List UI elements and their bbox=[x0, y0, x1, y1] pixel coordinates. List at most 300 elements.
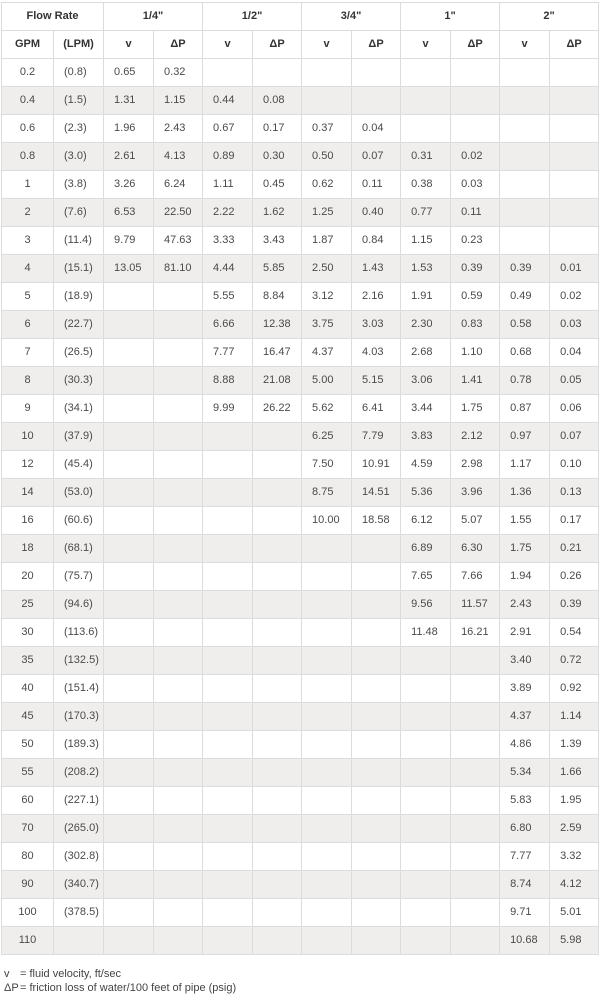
velocity-cell: 5.36 bbox=[401, 479, 451, 507]
pressure-drop-cell: 8.84 bbox=[253, 283, 302, 311]
table-row bbox=[2, 115, 599, 143]
velocity-cell bbox=[302, 815, 352, 843]
velocity-cell bbox=[500, 115, 550, 143]
velocity-cell: 0.67 bbox=[203, 115, 253, 143]
velocity-cell bbox=[401, 843, 451, 871]
velocity-cell: 6.89 bbox=[401, 535, 451, 563]
velocity-cell: 8.74 bbox=[500, 871, 550, 899]
pressure-drop-cell bbox=[154, 843, 203, 871]
pressure-drop-cell: 2.59 bbox=[550, 815, 599, 843]
gpm-cell: 5 bbox=[2, 283, 54, 311]
velocity-header: v bbox=[500, 31, 550, 59]
pressure-drop-header: ΔP bbox=[154, 31, 203, 59]
pressure-drop-cell: 0.11 bbox=[451, 199, 500, 227]
velocity-cell: 3.33 bbox=[203, 227, 253, 255]
table-row bbox=[2, 899, 599, 927]
velocity-cell: 8.75 bbox=[302, 479, 352, 507]
lpm-cell: (30.3) bbox=[54, 367, 104, 395]
velocity-cell bbox=[104, 927, 154, 955]
pressure-drop-cell: 2.43 bbox=[154, 115, 203, 143]
velocity-cell: 3.75 bbox=[302, 311, 352, 339]
legend bbox=[4, 967, 600, 995]
velocity-cell: 8.88 bbox=[203, 367, 253, 395]
lpm-cell: (265.0) bbox=[54, 815, 104, 843]
pressure-drop-cell: 0.54 bbox=[550, 619, 599, 647]
pressure-drop-cell: 1.95 bbox=[550, 787, 599, 815]
velocity-cell bbox=[302, 675, 352, 703]
pressure-drop-cell bbox=[352, 787, 401, 815]
velocity-cell bbox=[104, 563, 154, 591]
velocity-cell: 1.75 bbox=[500, 535, 550, 563]
table-row bbox=[2, 843, 599, 871]
velocity-cell: 0.31 bbox=[401, 143, 451, 171]
velocity-cell bbox=[401, 815, 451, 843]
pressure-drop-cell bbox=[253, 871, 302, 899]
velocity-cell: 2.61 bbox=[104, 143, 154, 171]
pressure-drop-cell bbox=[451, 703, 500, 731]
velocity-cell bbox=[302, 871, 352, 899]
table-row bbox=[2, 647, 599, 675]
table-row bbox=[2, 227, 599, 255]
legend-item-velocity bbox=[4, 967, 600, 981]
velocity-cell bbox=[302, 759, 352, 787]
pressure-drop-cell bbox=[154, 899, 203, 927]
pressure-drop-cell: 0.83 bbox=[451, 311, 500, 339]
pressure-drop-cell bbox=[253, 759, 302, 787]
pressure-drop-cell bbox=[154, 675, 203, 703]
lpm-cell bbox=[54, 927, 104, 955]
velocity-cell: 2.22 bbox=[203, 199, 253, 227]
pressure-drop-cell bbox=[451, 759, 500, 787]
velocity-cell bbox=[401, 787, 451, 815]
velocity-cell: 0.38 bbox=[401, 171, 451, 199]
pressure-drop-cell bbox=[154, 759, 203, 787]
pressure-drop-cell: 0.13 bbox=[550, 479, 599, 507]
velocity-cell: 1.36 bbox=[500, 479, 550, 507]
pressure-drop-cell bbox=[154, 395, 203, 423]
pressure-drop-cell bbox=[253, 59, 302, 87]
velocity-cell: 3.40 bbox=[500, 647, 550, 675]
pressure-drop-cell: 0.30 bbox=[253, 143, 302, 171]
velocity-cell bbox=[401, 927, 451, 955]
table-row bbox=[2, 787, 599, 815]
velocity-cell: 0.62 bbox=[302, 171, 352, 199]
velocity-cell bbox=[104, 283, 154, 311]
pressure-drop-cell: 5.07 bbox=[451, 507, 500, 535]
pressure-drop-cell bbox=[154, 815, 203, 843]
gpm-cell: 20 bbox=[2, 563, 54, 591]
pressure-drop-cell bbox=[352, 591, 401, 619]
gpm-cell: 0.4 bbox=[2, 87, 54, 115]
lpm-cell: (22.7) bbox=[54, 311, 104, 339]
velocity-cell bbox=[104, 423, 154, 451]
velocity-cell bbox=[203, 703, 253, 731]
gpm-header: GPM bbox=[2, 31, 54, 59]
table-row bbox=[2, 815, 599, 843]
lpm-cell: (34.1) bbox=[54, 395, 104, 423]
pressure-drop-cell bbox=[352, 927, 401, 955]
pressure-drop-cell bbox=[352, 59, 401, 87]
velocity-cell bbox=[302, 591, 352, 619]
velocity-cell: 7.77 bbox=[500, 843, 550, 871]
gpm-cell: 80 bbox=[2, 843, 54, 871]
pressure-drop-cell: 0.59 bbox=[451, 283, 500, 311]
velocity-cell bbox=[302, 899, 352, 927]
velocity-cell bbox=[302, 927, 352, 955]
pressure-drop-cell bbox=[352, 563, 401, 591]
lpm-cell: (75.7) bbox=[54, 563, 104, 591]
velocity-cell bbox=[302, 787, 352, 815]
pressure-drop-cell bbox=[154, 367, 203, 395]
pressure-drop-cell bbox=[154, 535, 203, 563]
pressure-drop-cell bbox=[550, 87, 599, 115]
pressure-drop-cell: 1.75 bbox=[451, 395, 500, 423]
pressure-drop-cell: 0.23 bbox=[451, 227, 500, 255]
pressure-drop-cell: 1.66 bbox=[550, 759, 599, 787]
pressure-drop-cell bbox=[253, 563, 302, 591]
gpm-cell: 12 bbox=[2, 451, 54, 479]
lpm-cell: (37.9) bbox=[54, 423, 104, 451]
pressure-drop-cell bbox=[352, 87, 401, 115]
pressure-drop-cell bbox=[154, 283, 203, 311]
pressure-drop-header: ΔP bbox=[451, 31, 500, 59]
lpm-cell: (2.3) bbox=[54, 115, 104, 143]
velocity-cell: 3.06 bbox=[401, 367, 451, 395]
table-row bbox=[2, 199, 599, 227]
velocity-cell bbox=[104, 479, 154, 507]
velocity-cell bbox=[104, 843, 154, 871]
lpm-cell: (189.3) bbox=[54, 731, 104, 759]
pressure-drop-cell: 0.39 bbox=[451, 255, 500, 283]
pressure-drop-cell: 11.57 bbox=[451, 591, 500, 619]
pressure-drop-cell bbox=[352, 675, 401, 703]
pressure-drop-cell bbox=[154, 563, 203, 591]
velocity-cell bbox=[401, 115, 451, 143]
pipe-size-two-inch-header: 2" bbox=[500, 3, 599, 31]
legend-text: = fluid velocity, ft/sec bbox=[20, 968, 121, 980]
pressure-drop-cell: 1.62 bbox=[253, 199, 302, 227]
pressure-drop-cell bbox=[253, 619, 302, 647]
pressure-drop-cell: 18.58 bbox=[352, 507, 401, 535]
pressure-drop-cell bbox=[253, 899, 302, 927]
gpm-cell: 0.2 bbox=[2, 59, 54, 87]
velocity-cell bbox=[104, 507, 154, 535]
velocity-cell bbox=[302, 619, 352, 647]
velocity-cell: 0.49 bbox=[500, 283, 550, 311]
velocity-cell bbox=[401, 87, 451, 115]
velocity-cell bbox=[203, 591, 253, 619]
pressure-drop-cell bbox=[550, 59, 599, 87]
velocity-cell bbox=[500, 199, 550, 227]
velocity-cell bbox=[104, 619, 154, 647]
velocity-cell: 1.15 bbox=[401, 227, 451, 255]
gpm-cell: 25 bbox=[2, 591, 54, 619]
velocity-cell: 10.00 bbox=[302, 507, 352, 535]
pressure-drop-cell bbox=[352, 815, 401, 843]
velocity-cell: 4.59 bbox=[401, 451, 451, 479]
header-row-units bbox=[2, 31, 599, 59]
velocity-header: v bbox=[302, 31, 352, 59]
gpm-cell: 3 bbox=[2, 227, 54, 255]
table-row bbox=[2, 423, 599, 451]
pressure-drop-cell bbox=[253, 451, 302, 479]
velocity-cell bbox=[104, 339, 154, 367]
table-row bbox=[2, 759, 599, 787]
pressure-drop-header: ΔP bbox=[550, 31, 599, 59]
pressure-drop-cell bbox=[451, 87, 500, 115]
pressure-drop-cell bbox=[253, 647, 302, 675]
velocity-cell bbox=[104, 815, 154, 843]
velocity-cell bbox=[104, 647, 154, 675]
pressure-drop-cell: 5.98 bbox=[550, 927, 599, 955]
pressure-drop-cell: 1.15 bbox=[154, 87, 203, 115]
velocity-cell: 0.50 bbox=[302, 143, 352, 171]
legend-text: = friction loss of water/100 feet of pipe (psig) bbox=[20, 982, 237, 994]
pressure-drop-cell bbox=[154, 591, 203, 619]
pressure-drop-cell bbox=[154, 647, 203, 675]
pressure-drop-cell: 1.41 bbox=[451, 367, 500, 395]
pressure-drop-cell: 0.07 bbox=[550, 423, 599, 451]
lpm-cell: (227.1) bbox=[54, 787, 104, 815]
velocity-cell bbox=[500, 59, 550, 87]
pressure-drop-cell: 4.12 bbox=[550, 871, 599, 899]
pipe-size-three-quarter-header: 3/4" bbox=[302, 3, 401, 31]
pressure-drop-cell: 0.32 bbox=[154, 59, 203, 87]
table-row bbox=[2, 283, 599, 311]
gpm-cell: 50 bbox=[2, 731, 54, 759]
lpm-cell: (26.5) bbox=[54, 339, 104, 367]
pressure-drop-cell bbox=[154, 311, 203, 339]
pressure-drop-cell: 0.21 bbox=[550, 535, 599, 563]
velocity-cell bbox=[203, 535, 253, 563]
gpm-cell: 45 bbox=[2, 703, 54, 731]
pressure-drop-cell bbox=[550, 227, 599, 255]
pressure-drop-cell: 5.85 bbox=[253, 255, 302, 283]
table-row bbox=[2, 563, 599, 591]
pressure-drop-cell: 12.38 bbox=[253, 311, 302, 339]
pressure-drop-cell bbox=[154, 703, 203, 731]
legend-symbol: ΔP bbox=[4, 982, 19, 994]
pressure-drop-cell: 0.11 bbox=[352, 171, 401, 199]
velocity-cell bbox=[302, 535, 352, 563]
pressure-drop-cell: 0.17 bbox=[253, 115, 302, 143]
pressure-drop-cell bbox=[352, 535, 401, 563]
gpm-cell: 35 bbox=[2, 647, 54, 675]
velocity-cell: 5.83 bbox=[500, 787, 550, 815]
velocity-cell: 2.91 bbox=[500, 619, 550, 647]
pressure-drop-cell: 0.10 bbox=[550, 451, 599, 479]
flow-rate-header: Flow Rate bbox=[2, 3, 104, 31]
velocity-cell bbox=[401, 59, 451, 87]
velocity-cell bbox=[401, 731, 451, 759]
table-row bbox=[2, 339, 599, 367]
gpm-cell: 40 bbox=[2, 675, 54, 703]
velocity-cell: 0.68 bbox=[500, 339, 550, 367]
pressure-drop-cell bbox=[253, 843, 302, 871]
pressure-drop-cell: 0.26 bbox=[550, 563, 599, 591]
velocity-cell bbox=[401, 703, 451, 731]
velocity-cell bbox=[401, 759, 451, 787]
pressure-drop-cell bbox=[154, 423, 203, 451]
velocity-cell: 2.30 bbox=[401, 311, 451, 339]
pressure-drop-cell: 7.79 bbox=[352, 423, 401, 451]
pressure-drop-cell: 0.72 bbox=[550, 647, 599, 675]
table-header bbox=[2, 3, 599, 59]
table-row bbox=[2, 675, 599, 703]
pressure-drop-cell bbox=[451, 843, 500, 871]
pressure-drop-cell: 14.51 bbox=[352, 479, 401, 507]
pressure-drop-cell: 10.91 bbox=[352, 451, 401, 479]
pressure-drop-cell bbox=[253, 927, 302, 955]
velocity-cell: 6.25 bbox=[302, 423, 352, 451]
velocity-cell: 1.17 bbox=[500, 451, 550, 479]
pressure-drop-cell: 1.14 bbox=[550, 703, 599, 731]
velocity-cell: 7.50 bbox=[302, 451, 352, 479]
pressure-drop-cell bbox=[352, 703, 401, 731]
pressure-drop-cell: 2.12 bbox=[451, 423, 500, 451]
gpm-cell: 9 bbox=[2, 395, 54, 423]
gpm-cell: 55 bbox=[2, 759, 54, 787]
velocity-cell: 0.97 bbox=[500, 423, 550, 451]
gpm-cell: 16 bbox=[2, 507, 54, 535]
lpm-header: (LPM) bbox=[54, 31, 104, 59]
velocity-cell bbox=[203, 479, 253, 507]
pressure-drop-cell: 1.43 bbox=[352, 255, 401, 283]
velocity-cell bbox=[104, 451, 154, 479]
pressure-drop-cell: 0.04 bbox=[352, 115, 401, 143]
gpm-cell: 30 bbox=[2, 619, 54, 647]
velocity-cell: 2.50 bbox=[302, 255, 352, 283]
gpm-cell: 110 bbox=[2, 927, 54, 955]
pressure-drop-cell bbox=[550, 143, 599, 171]
velocity-cell bbox=[203, 927, 253, 955]
pressure-drop-cell bbox=[154, 339, 203, 367]
velocity-cell bbox=[104, 899, 154, 927]
velocity-cell bbox=[203, 899, 253, 927]
velocity-cell: 3.12 bbox=[302, 283, 352, 311]
pressure-drop-cell bbox=[550, 199, 599, 227]
pressure-drop-cell: 2.16 bbox=[352, 283, 401, 311]
velocity-cell: 10.68 bbox=[500, 927, 550, 955]
pressure-drop-cell: 3.03 bbox=[352, 311, 401, 339]
pressure-drop-cell: 16.47 bbox=[253, 339, 302, 367]
gpm-cell: 60 bbox=[2, 787, 54, 815]
velocity-cell: 9.56 bbox=[401, 591, 451, 619]
pressure-drop-cell: 0.01 bbox=[550, 255, 599, 283]
velocity-cell: 6.12 bbox=[401, 507, 451, 535]
velocity-cell bbox=[500, 87, 550, 115]
velocity-cell bbox=[500, 143, 550, 171]
velocity-cell bbox=[401, 675, 451, 703]
table-row bbox=[2, 367, 599, 395]
pressure-drop-cell bbox=[352, 619, 401, 647]
pressure-drop-cell bbox=[451, 647, 500, 675]
pressure-drop-cell: 0.02 bbox=[451, 143, 500, 171]
velocity-cell bbox=[203, 423, 253, 451]
lpm-cell: (15.1) bbox=[54, 255, 104, 283]
velocity-cell: 0.89 bbox=[203, 143, 253, 171]
lpm-cell: (53.0) bbox=[54, 479, 104, 507]
velocity-cell bbox=[302, 563, 352, 591]
lpm-cell: (151.4) bbox=[54, 675, 104, 703]
legend-item-pressure-drop bbox=[4, 981, 600, 995]
pressure-drop-cell bbox=[154, 731, 203, 759]
pressure-drop-cell: 6.41 bbox=[352, 395, 401, 423]
pipe-size-quarter-header: 1/4" bbox=[104, 3, 203, 31]
lpm-cell: (1.5) bbox=[54, 87, 104, 115]
pressure-drop-cell bbox=[352, 843, 401, 871]
table-row bbox=[2, 87, 599, 115]
velocity-cell: 3.44 bbox=[401, 395, 451, 423]
pressure-drop-cell: 0.08 bbox=[253, 87, 302, 115]
velocity-cell bbox=[203, 563, 253, 591]
velocity-cell bbox=[104, 703, 154, 731]
friction-loss-table bbox=[1, 2, 599, 955]
velocity-cell: 0.37 bbox=[302, 115, 352, 143]
gpm-cell: 14 bbox=[2, 479, 54, 507]
table-row bbox=[2, 871, 599, 899]
velocity-cell bbox=[104, 731, 154, 759]
velocity-cell bbox=[104, 675, 154, 703]
gpm-cell: 4 bbox=[2, 255, 54, 283]
gpm-cell: 70 bbox=[2, 815, 54, 843]
pressure-drop-cell: 0.40 bbox=[352, 199, 401, 227]
table-row bbox=[2, 619, 599, 647]
pressure-drop-cell: 16.21 bbox=[451, 619, 500, 647]
pressure-drop-cell bbox=[154, 787, 203, 815]
gpm-cell: 1 bbox=[2, 171, 54, 199]
pressure-drop-cell: 0.06 bbox=[550, 395, 599, 423]
lpm-cell: (302.8) bbox=[54, 843, 104, 871]
pressure-drop-cell bbox=[253, 507, 302, 535]
velocity-cell bbox=[203, 675, 253, 703]
velocity-cell bbox=[203, 59, 253, 87]
table-row bbox=[2, 395, 599, 423]
table-row bbox=[2, 143, 599, 171]
velocity-cell bbox=[500, 171, 550, 199]
pressure-drop-cell bbox=[352, 647, 401, 675]
pressure-drop-cell: 4.13 bbox=[154, 143, 203, 171]
pressure-drop-cell: 26.22 bbox=[253, 395, 302, 423]
pressure-drop-cell bbox=[352, 731, 401, 759]
velocity-cell bbox=[203, 871, 253, 899]
pressure-drop-cell: 0.84 bbox=[352, 227, 401, 255]
lpm-cell: (0.8) bbox=[54, 59, 104, 87]
velocity-cell bbox=[104, 395, 154, 423]
pressure-drop-cell: 0.05 bbox=[550, 367, 599, 395]
pressure-drop-cell: 3.32 bbox=[550, 843, 599, 871]
velocity-cell: 5.62 bbox=[302, 395, 352, 423]
pipe-size-one-inch-header: 1" bbox=[401, 3, 500, 31]
velocity-cell bbox=[203, 731, 253, 759]
lpm-cell: (68.1) bbox=[54, 535, 104, 563]
pressure-drop-cell bbox=[451, 899, 500, 927]
pressure-drop-cell: 22.50 bbox=[154, 199, 203, 227]
velocity-cell: 0.58 bbox=[500, 311, 550, 339]
pressure-drop-cell: 3.96 bbox=[451, 479, 500, 507]
velocity-cell bbox=[203, 759, 253, 787]
velocity-cell bbox=[104, 591, 154, 619]
velocity-cell: 0.78 bbox=[500, 367, 550, 395]
gpm-cell: 2 bbox=[2, 199, 54, 227]
pressure-drop-cell: 0.39 bbox=[550, 591, 599, 619]
pressure-drop-cell bbox=[154, 507, 203, 535]
pressure-drop-header: ΔP bbox=[352, 31, 401, 59]
pressure-drop-cell bbox=[253, 675, 302, 703]
pressure-drop-cell: 0.02 bbox=[550, 283, 599, 311]
table-row bbox=[2, 59, 599, 87]
velocity-cell: 5.55 bbox=[203, 283, 253, 311]
